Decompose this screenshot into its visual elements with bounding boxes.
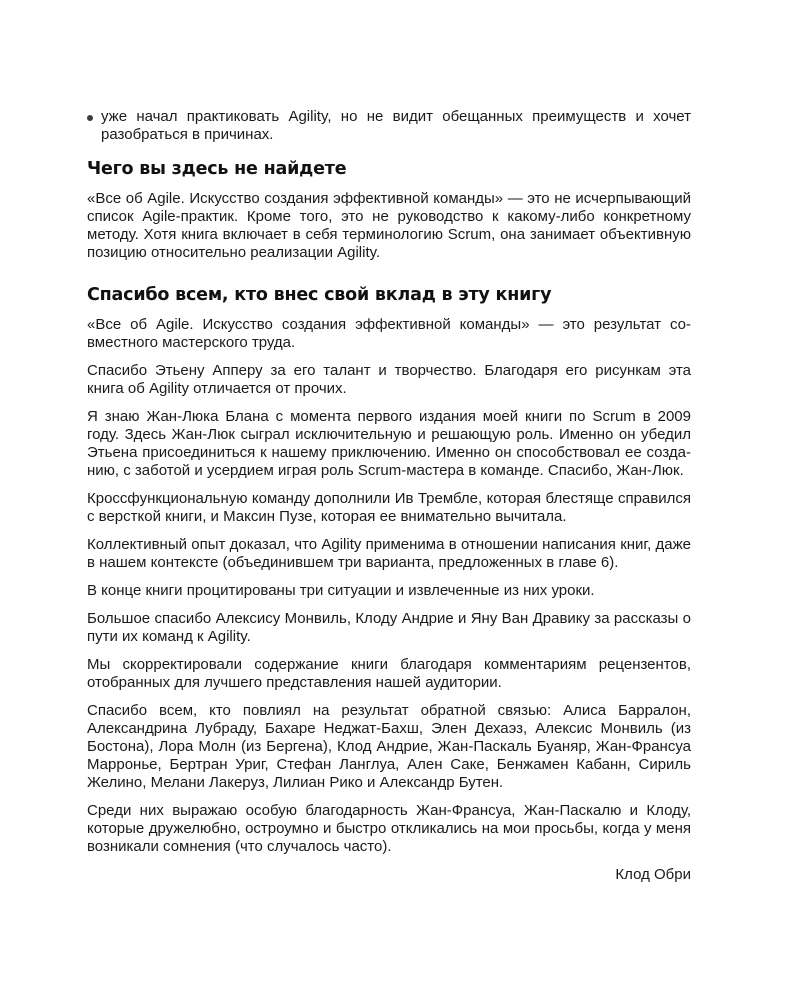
bullet-text: уже начал практиковать Agility, но не видит обещанных преимуществ и хочет разобраться в причинах. [101, 108, 691, 143]
paragraph: Коллективный опыт доказал, что Agility применима в отношении написания книг, даже в нашем контексте (объединившем три варианта, предложенных в главе 6). [87, 536, 691, 571]
section-heading: Спасибо всем, кто внес свой вклад в эту книгу [87, 285, 552, 305]
bullet-icon [87, 115, 93, 121]
paragraph: Я знаю Жан-Люка Блана с момента первого издания моей книги по Scrum в 2009 году. Здесь Жан-Люк сыграл исключительную и решающую роль. Именно он убедил Этьена присоединиться к нашему приключению. Именно он способствовал ее созданию, с заботой и усердием играя роль Scrum-мастера в команде. Спасибо, Жан-Люк. [87, 408, 691, 479]
section-acknowledgements [87, 284, 691, 884]
paragraph: Большое спасибо Алексису Монвиль, Клоду Андрие и Яну Ван Дравику за рассказы о пути их команд к Agility. [87, 610, 691, 645]
intro-bullet-list [87, 108, 691, 144]
paragraph: Кроссфункциональную команду дополнили Ив Трембле, которая блестяще справился с версткой книги, и Максин Пузе, которая ее внимательно вычитала. [87, 490, 691, 525]
paragraph: Мы скорректировали содержание книги благодаря комментариям рецензентов, отобранных для лучшего представления нашей аудитории. [87, 656, 691, 691]
paragraph: Спасибо Этьену Апперу за его талант и творчество. Благодаря его рисункам эта книга об Agility отличается от прочих. [87, 362, 691, 397]
list-item [87, 108, 691, 144]
paragraph: Среди них выражаю особую благодарность Жан-Франсуа, Жан-Паскалю и Клоду, которые дружелюбно, остроумно и быстро откликались на мои просьбы, когда у меня возникали сомнения (что случалось часто). [87, 802, 691, 855]
author-signature: Клод Обри [615, 866, 691, 883]
paragraph: «Все об Agile. Искусство создания эффективной команды» — это не исчерпывающий список Agile-практик. Кроме того, это не руководство к какому-либо конкретному методу. Хотя книга включает в себя терминологию Scrum, она занимает объективную позицию относительно реализации Agility. [87, 190, 691, 261]
paragraph: «Все об Agile. Искусство создания эффективной команды» — это результат совместного мастерского труда. [87, 316, 691, 351]
section-heading: Чего вы здесь не найдете [87, 159, 347, 179]
paragraph: В конце книги процитированы три ситуации и извлеченные из них уроки. [87, 582, 595, 599]
book-page [87, 108, 691, 884]
section-not-found [87, 158, 691, 262]
paragraph: Спасибо всем, кто повлиял на результат обратной связью: Алиса Барралон, Александрина Лубраду, Бахаре Неджат-Бахш, Элен Дехаэз, Алексис Монвиль (из Бостона), Лора Молн (из Бергена), Клод Андрие, Жан-Паскаль Буаняр, Жан-Франсуа Марронье, Бертран Уриг, Стефан Ланглуа, Ален Саке, Бенжамен Кабанн, Сириль Желино, Мелани Лакеруз, Лилиан Рико и Александр Бутен. [87, 702, 691, 791]
